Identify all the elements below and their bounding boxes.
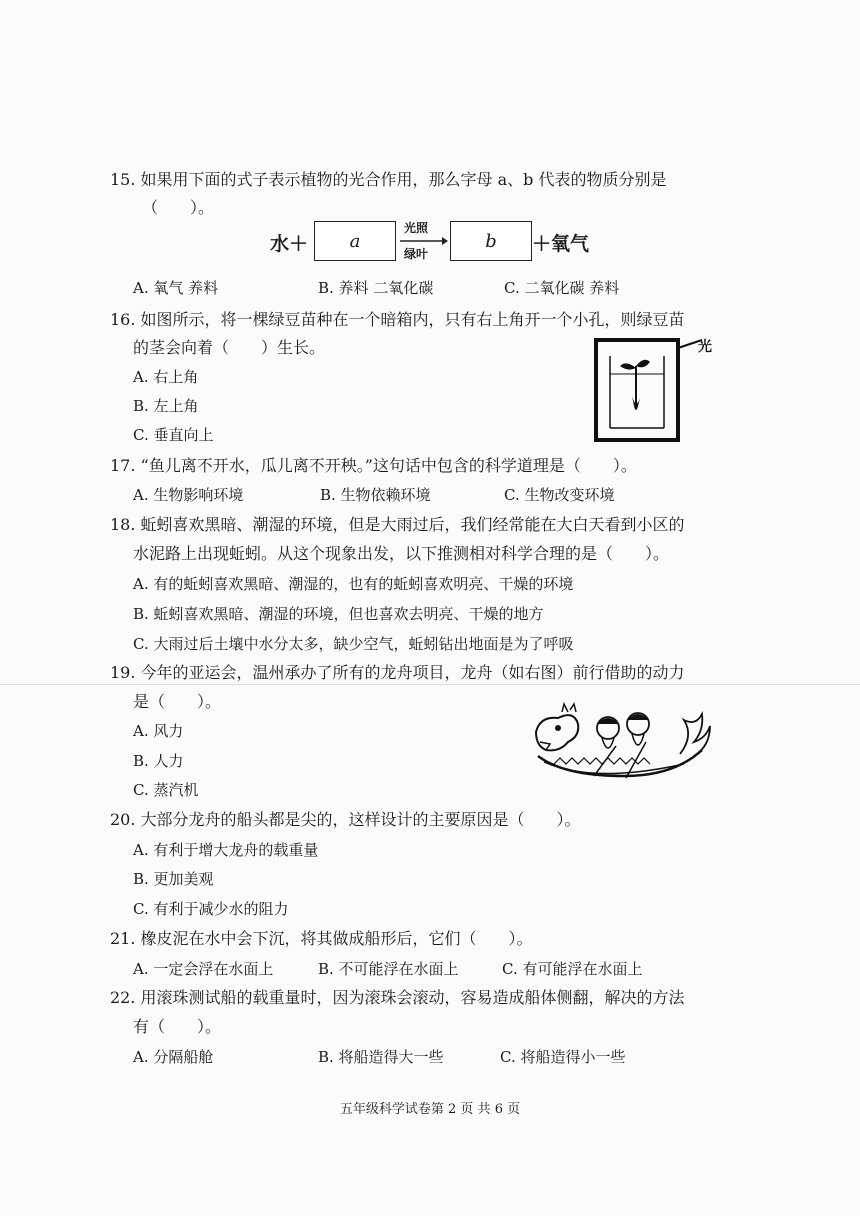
formula-water: 水＋ <box>270 233 309 255</box>
q16-stem: 16. 如图所示，将一棵绿豆苗种在一个暗箱内，只有右上角开一个小孔，则绿豆苗 <box>110 310 685 329</box>
q15-option-c: C. 二氧化碳 养料 <box>504 279 620 297</box>
q16-option-a: A. 右上角 <box>133 368 199 386</box>
formula-box-b: b <box>450 221 532 261</box>
q15-stem-blank: （ ）。 <box>142 198 215 217</box>
q21-stem: 21. 橡皮泥在水中会下沉，将其做成船形后，它们（ ）。 <box>110 929 533 948</box>
q19-option-a: A. 风力 <box>133 722 184 740</box>
q22-option-c: C. 将船造得小一些 <box>500 1048 626 1066</box>
q17-option-c: C. 生物改变环境 <box>504 486 615 504</box>
q21-option-a: A. 一定会浮在水面上 <box>133 960 274 978</box>
q18-option-b: B. 蚯蚓喜欢黑暗、潮湿的环境，但也喜欢去明亮、干燥的地方 <box>133 605 544 623</box>
q22-stem: 22. 用滚珠测试船的载重量时，因为滚珠会滚动，容易造成船体侧翻，解决的方法 <box>110 988 685 1007</box>
figure-light-label: 光 <box>698 339 712 355</box>
q21-option-b: B. 不可能浮在水面上 <box>318 960 459 978</box>
q22-stem-cont: 有（ ）。 <box>133 1017 222 1036</box>
dark-box-figure <box>592 334 722 444</box>
q17-option-b: B. 生物依赖环境 <box>320 486 431 504</box>
q15-option-a: A. 氧气 养料 <box>133 279 219 297</box>
q15-stem: 15. 如果用下面的式子表示植物的光合作用，那么字母 a、b 代表的物质分别是 <box>110 170 667 189</box>
scan-fold-line <box>0 684 860 685</box>
q16-option-c: C. 垂直向上 <box>133 426 214 444</box>
q19-stem: 19. 今年的亚运会，温州承办了所有的龙舟项目，龙舟（如右图）前行借助的动力 <box>110 663 685 682</box>
q19-option-c: C. 蒸汽机 <box>133 781 199 799</box>
q15-option-b: B. 养料 二氧化碳 <box>318 279 434 297</box>
photosynthesis-formula <box>268 219 598 265</box>
q16-stem-cont: 的茎会向着（ ）生长。 <box>133 338 326 357</box>
q18-option-c: C. 大雨过后土壤中水分太多，缺少空气，蚯蚓钻出地面是为了呼吸 <box>133 635 574 653</box>
q18-stem-cont: 水泥路上出现蚯蚓。从这个现象出发，以下推测相对科学合理的是（ ）。 <box>133 544 670 563</box>
q20-option-a: A. 有利于增大龙舟的载重量 <box>133 841 319 859</box>
q21-option-c: C. 有可能浮在水面上 <box>502 960 643 978</box>
q17-stem: 17. “鱼儿离不开水，瓜儿离不开秧。”这句话中包含的科学道理是（ ）。 <box>110 456 637 475</box>
formula-condition-light: 光照 <box>404 221 429 235</box>
q16-option-b: B. 左上角 <box>133 397 199 415</box>
q17-option-a: A. 生物影响环境 <box>133 486 244 504</box>
formula-oxygen: ＋氧气 <box>532 233 590 255</box>
q19-option-b: B. 人力 <box>133 752 184 770</box>
q20-stem: 20. 大部分龙舟的船头都是尖的，这样设计的主要原因是（ ）。 <box>110 810 581 829</box>
dragon-boat-icon <box>534 702 714 784</box>
q18-stem: 18. 蚯蚓喜欢黑暗、潮湿的环境，但是大雨过后，我们经常能在大白天看到小区的 <box>110 515 685 534</box>
formula-box-a: a <box>314 221 396 261</box>
q20-option-b: B. 更加美观 <box>133 870 214 888</box>
q22-option-b: B. 将船造得大一些 <box>318 1048 444 1066</box>
q19-stem-cont: 是（ ）。 <box>133 692 222 711</box>
q18-option-a: A. 有的蚯蚓喜欢黑暗、潮湿的，也有的蚯蚓喜欢明亮、干燥的环境 <box>133 575 574 593</box>
formula-condition-leaf: 绿叶 <box>404 247 429 261</box>
q22-option-a: A. 分隔船舱 <box>133 1048 214 1066</box>
page-footer: 五年级科学试卷第 2 页 共 6 页 <box>339 1102 521 1117</box>
q20-option-c: C. 有利于减少水的阻力 <box>133 900 289 918</box>
